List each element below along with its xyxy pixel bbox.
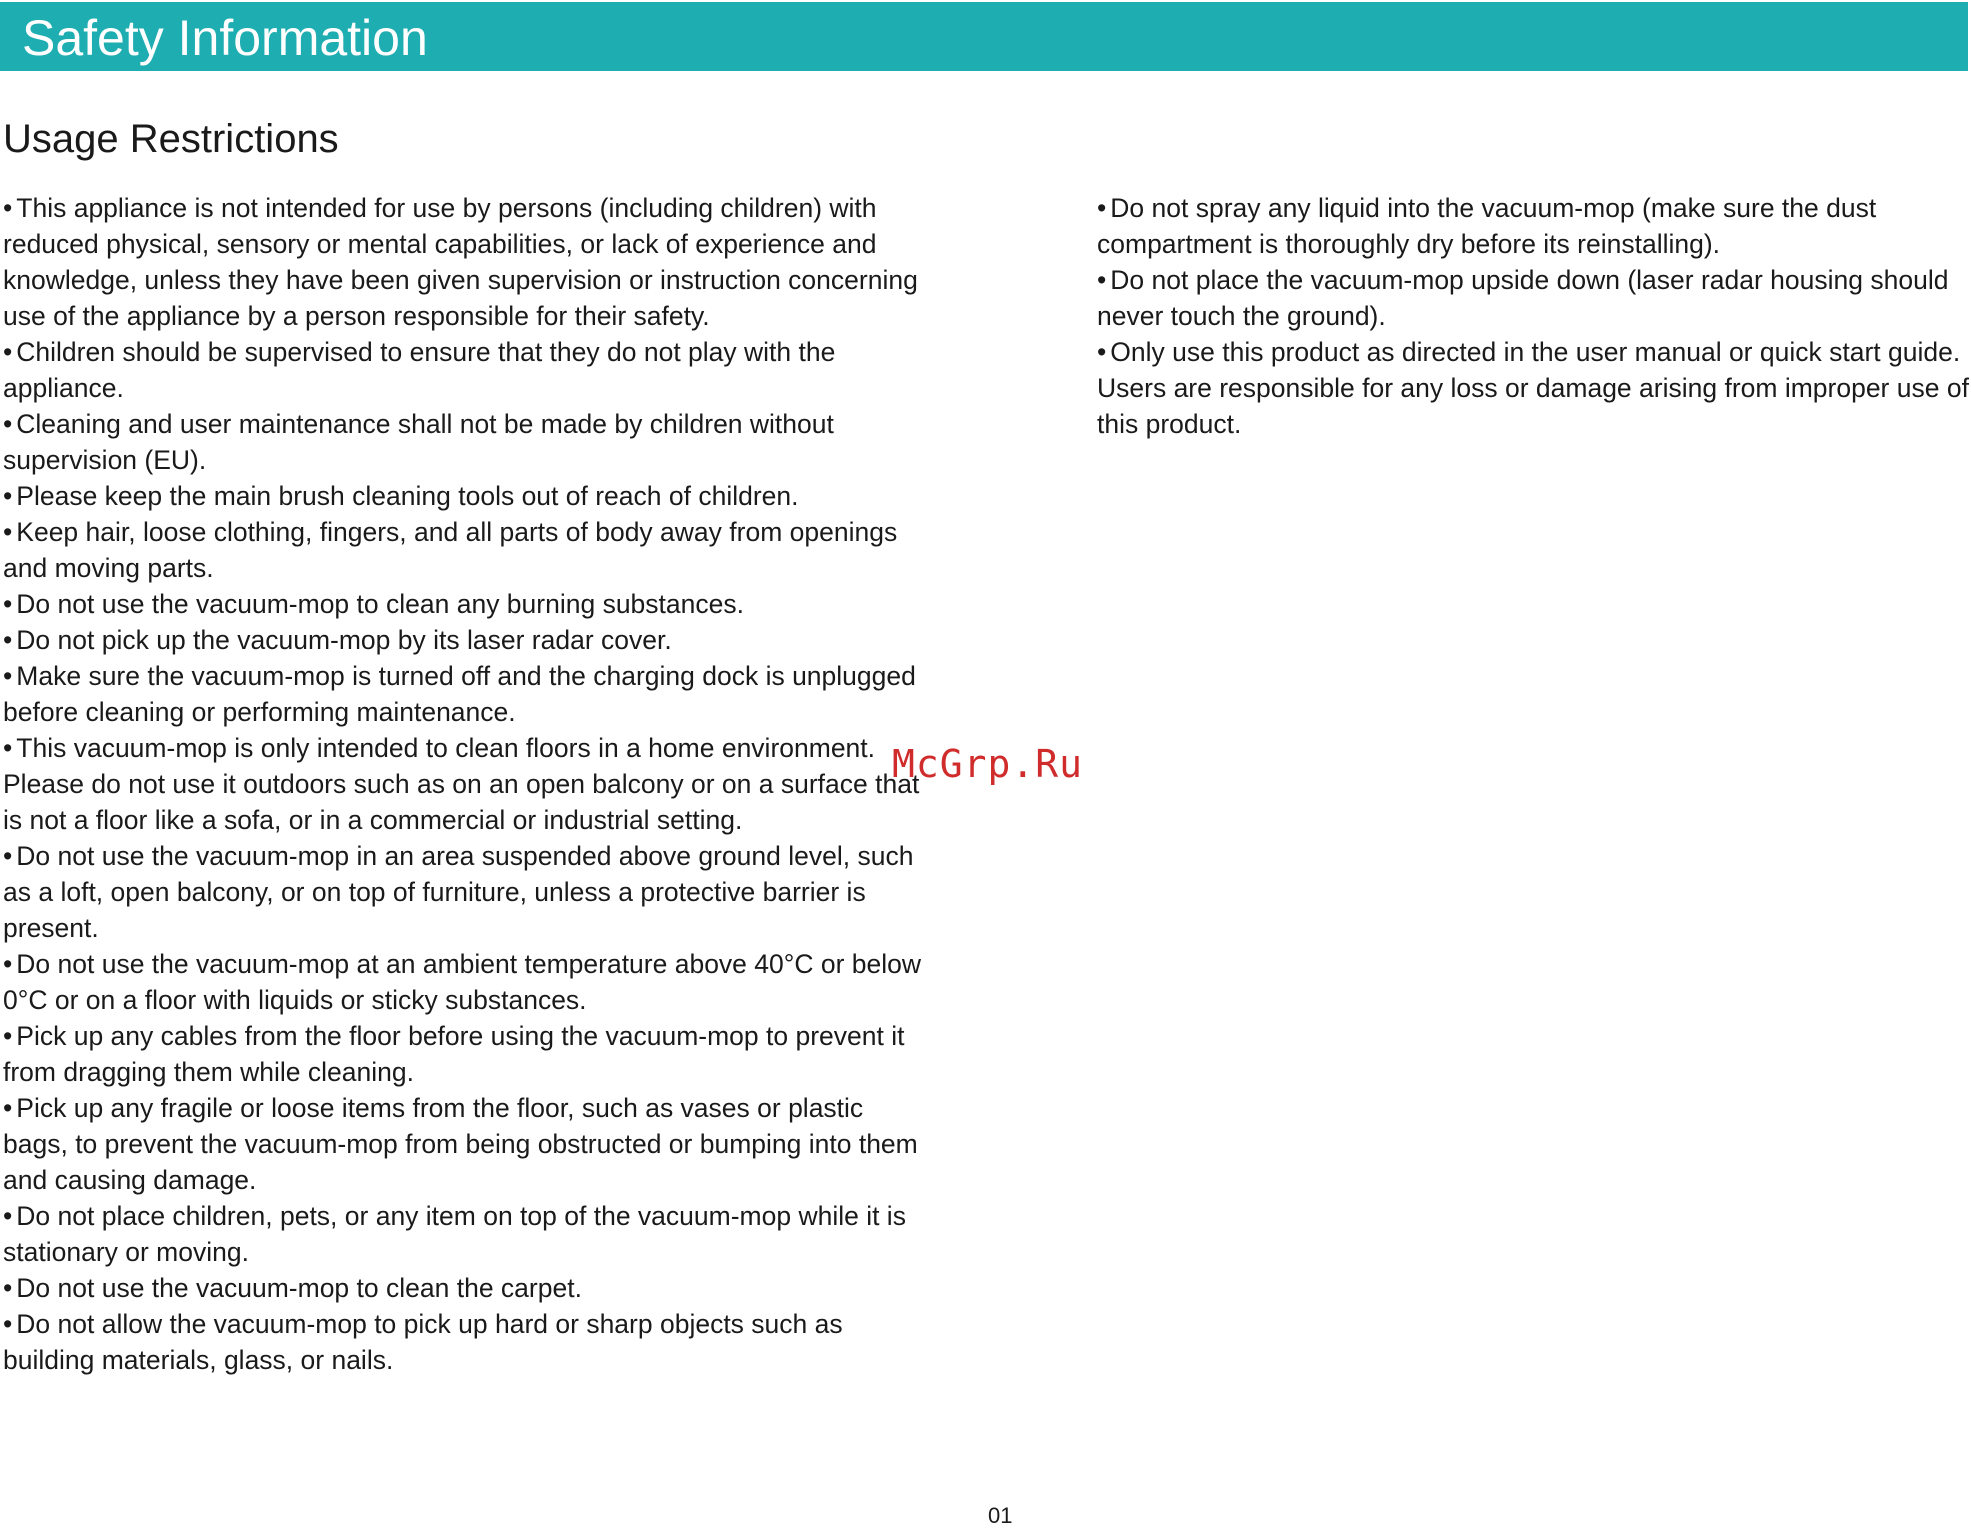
bullet-icon: • (3, 841, 13, 871)
list-item (3, 1270, 928, 1306)
list-item (3, 406, 928, 478)
list-item (3, 838, 928, 946)
list-item-text: Cleaning and user maintenance shall not be made by children without supervision (EU). (3, 409, 834, 475)
list-item (3, 586, 928, 622)
bullet-icon: • (3, 409, 13, 439)
bullet-icon: • (3, 337, 13, 367)
list-item-text: Do not allow the vacuum-mop to pick up hard or sharp objects such as building materials, glass, or nails. (3, 1309, 843, 1375)
list-item (3, 1090, 928, 1198)
list-item (3, 514, 928, 586)
bullet-icon: • (3, 1021, 13, 1051)
list-item-text: Do not place children, pets, or any item on top of the vacuum-mop while it is stationary or moving. (3, 1201, 906, 1267)
list-item (3, 478, 928, 514)
page-title: Safety Information (22, 10, 428, 66)
list-item-text: This appliance is not intended for use by persons (including children) with reduced physical, sensory or mental capabilities, or lack of experience and knowledge, unless they have been given supervision or instruction concerning use of the appliance by a person responsible for their safety. (3, 193, 918, 331)
list-item-text: Children should be supervised to ensure that they do not play with the appliance. (3, 337, 836, 403)
bullet-icon: • (3, 193, 13, 223)
list-item-text: Please keep the main brush cleaning tools out of reach of children. (16, 481, 799, 511)
list-item-text: This vacuum-mop is only intended to clean floors in a home environment. Please do not use it outdoors such as on an open balcony or on a surface that is not a floor like a sofa, or in a commercial or industrial setting. (3, 733, 920, 835)
list-item (1097, 262, 1969, 334)
watermark: McGrp.Ru (892, 742, 1084, 786)
list-item (3, 1306, 928, 1378)
bullet-icon: • (1097, 193, 1107, 223)
list-item-text: Make sure the vacuum-mop is turned off and the charging dock is unplugged before cleaning or performing maintenance. (3, 661, 916, 727)
bullet-icon: • (3, 1309, 13, 1339)
list-item-text: Do not use the vacuum-mop at an ambient temperature above 40°C or below 0°C or on a floor with liquids or sticky substances. (3, 949, 922, 1015)
list-item (3, 658, 928, 730)
list-item-text: Do not pick up the vacuum-mop by its laser radar cover. (16, 625, 672, 655)
list-item-text: Only use this product as directed in the user manual or quick start guide. Users are responsible for any loss or damage arising from improper use of this product. (1097, 337, 1969, 439)
bullet-icon: • (3, 661, 13, 691)
list-item-text: Pick up any cables from the floor before using the vacuum-mop to prevent it from dragging them while cleaning. (3, 1021, 905, 1087)
bullet-icon: • (3, 733, 13, 763)
list-item-text: Pick up any fragile or loose items from the floor, such as vases or plastic bags, to prevent the vacuum-mop from being obstructed or bumping into them and causing damage. (3, 1093, 918, 1195)
bullet-icon: • (3, 1201, 13, 1231)
list-item-text: Do not spray any liquid into the vacuum-mop (make sure the dust compartment is thoroughly dry before its reinstalling). (1097, 193, 1877, 259)
list-item-text: Do not use the vacuum-mop to clean the carpet. (16, 1273, 582, 1303)
bullet-icon: • (1097, 265, 1107, 295)
list-item-text: Do not use the vacuum-mop to clean any burning substances. (16, 589, 744, 619)
left-column-list (3, 190, 928, 1378)
bullet-icon: • (3, 1273, 13, 1303)
bullet-icon: • (3, 949, 13, 979)
bullet-icon: • (3, 625, 13, 655)
bullet-icon: • (1097, 337, 1107, 367)
section-title: Usage Restrictions (3, 117, 339, 161)
list-item-text: Do not use the vacuum-mop in an area suspended above ground level, such as a loft, open balcony, or on top of furniture, unless a protective barrier is present. (3, 841, 914, 943)
bullet-icon: • (3, 517, 13, 547)
bullet-icon: • (3, 1093, 13, 1123)
list-item-text: Keep hair, loose clothing, fingers, and all parts of body away from openings and moving parts. (3, 517, 898, 583)
right-column-list (1097, 190, 1969, 442)
bullet-icon: • (3, 481, 13, 511)
list-item (3, 1018, 928, 1090)
list-item (1097, 334, 1969, 442)
list-item (3, 1198, 928, 1270)
list-item (3, 622, 928, 658)
page-number: 01 (988, 1503, 1013, 1528)
list-item (3, 334, 928, 406)
bullet-icon: • (3, 589, 13, 619)
list-item-text: Do not place the vacuum-mop upside down (laser radar housing should never touch the ground). (1097, 265, 1949, 331)
header-bar (0, 2, 1968, 71)
list-item (3, 946, 928, 1018)
list-item (3, 730, 928, 838)
list-item (3, 190, 928, 334)
list-item (1097, 190, 1969, 262)
